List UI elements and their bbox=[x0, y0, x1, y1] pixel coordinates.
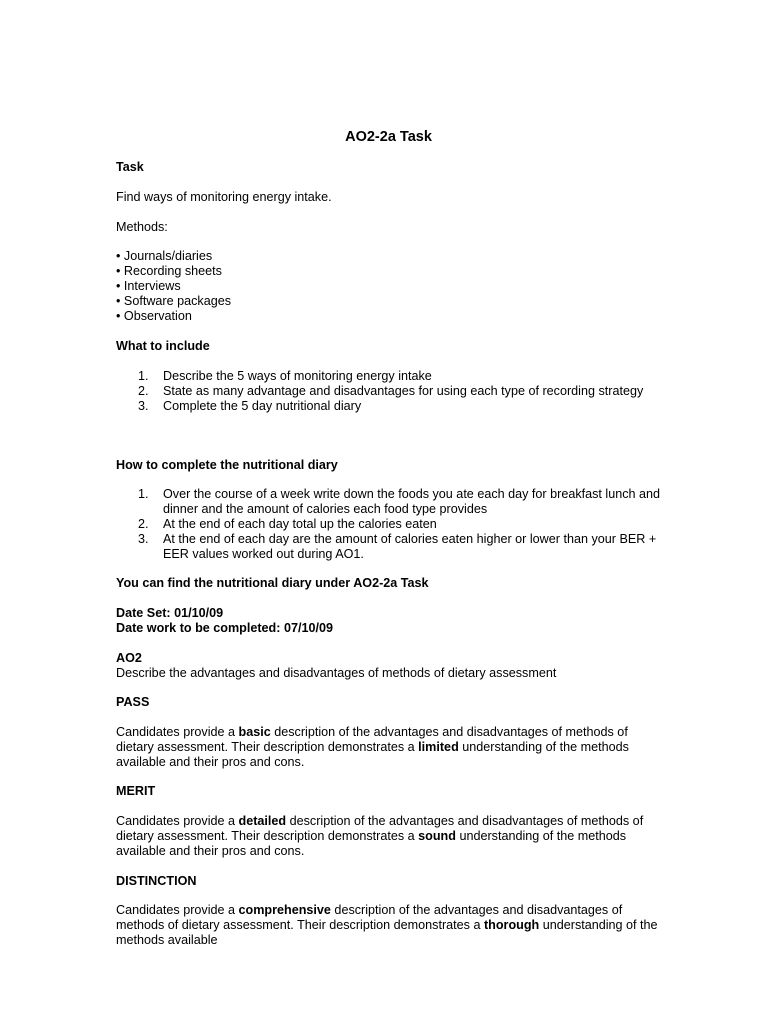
distinction-criteria: Candidates provide a comprehensive description of the advantages and disadvantages of methods of dietary assessment. Their description demonstrates a thorough understanding of the methods available bbox=[116, 903, 658, 947]
list-item: • Interviews bbox=[116, 279, 661, 294]
list-item bbox=[116, 384, 661, 399]
item-text: Over the course of a week write down the foods you ate each day for breakfast lunch and dinner and the amount of calories each food type provides bbox=[163, 487, 661, 516]
item-text: Describe the 5 ways of monitoring energy intake bbox=[163, 369, 432, 383]
date-set: Date Set: 01/10/09 bbox=[116, 606, 224, 620]
list-item: • Software packages bbox=[116, 294, 661, 309]
diary-heading: How to complete the nutritional diary bbox=[116, 458, 338, 472]
ao2-heading: AO2 bbox=[116, 651, 142, 665]
task-intro: Find ways of monitoring energy intake. bbox=[116, 190, 332, 204]
list-item bbox=[116, 399, 661, 414]
merit-criteria: Candidates provide a detailed description of the advantages and disadvantages of methods of dietary assessment. Their description demonstrates a sound understanding of the methods available and their pros and cons. bbox=[116, 814, 644, 858]
list-item: • Journals/diaries bbox=[116, 249, 661, 264]
include-heading: What to include bbox=[116, 339, 210, 353]
page-title: AO2-2a Task bbox=[345, 129, 432, 145]
item-text: Complete the 5 day nutritional diary bbox=[163, 399, 362, 413]
distinction-heading: DISTINCTION bbox=[116, 874, 197, 888]
item-text: At the end of each day are the amount of calories eaten higher or lower than your BER + EER values worked out during AO1. bbox=[163, 532, 657, 561]
diary-location-note: You can find the nutritional diary under AO2-2a Task bbox=[116, 576, 429, 590]
item-text: At the end of each day total up the calories eaten bbox=[163, 517, 437, 531]
methods-label: Methods: bbox=[116, 220, 168, 234]
merit-heading: MERIT bbox=[116, 784, 156, 798]
item-number: 1. bbox=[138, 487, 149, 501]
item-number: 2. bbox=[138, 517, 149, 531]
list-item bbox=[116, 369, 661, 384]
task-heading: Task bbox=[116, 160, 144, 174]
list-item bbox=[116, 517, 661, 532]
ao2-description: Describe the advantages and disadvantages of methods of dietary assessment bbox=[116, 666, 557, 680]
item-text: State as many advantage and disadvantages for using each type of recording strategy bbox=[163, 384, 644, 398]
diary-steps-list bbox=[116, 487, 661, 562]
date-due: Date work to be completed: 07/10/09 bbox=[116, 621, 333, 635]
item-number: 1. bbox=[138, 369, 149, 383]
pass-criteria: Candidates provide a basic description of the advantages and disadvantages of methods of dietary assessment. Their description demonstrates a limited understanding of the methods available and their pros and cons. bbox=[116, 725, 629, 769]
list-item bbox=[116, 532, 661, 562]
list-item bbox=[116, 487, 661, 517]
include-list bbox=[116, 369, 661, 414]
pass-heading: PASS bbox=[116, 695, 150, 709]
item-number: 3. bbox=[138, 399, 149, 413]
item-number: 2. bbox=[138, 384, 149, 398]
methods-list bbox=[116, 249, 661, 324]
list-item: • Observation bbox=[116, 309, 661, 324]
list-item: • Recording sheets bbox=[116, 264, 661, 279]
item-number: 3. bbox=[138, 532, 149, 546]
